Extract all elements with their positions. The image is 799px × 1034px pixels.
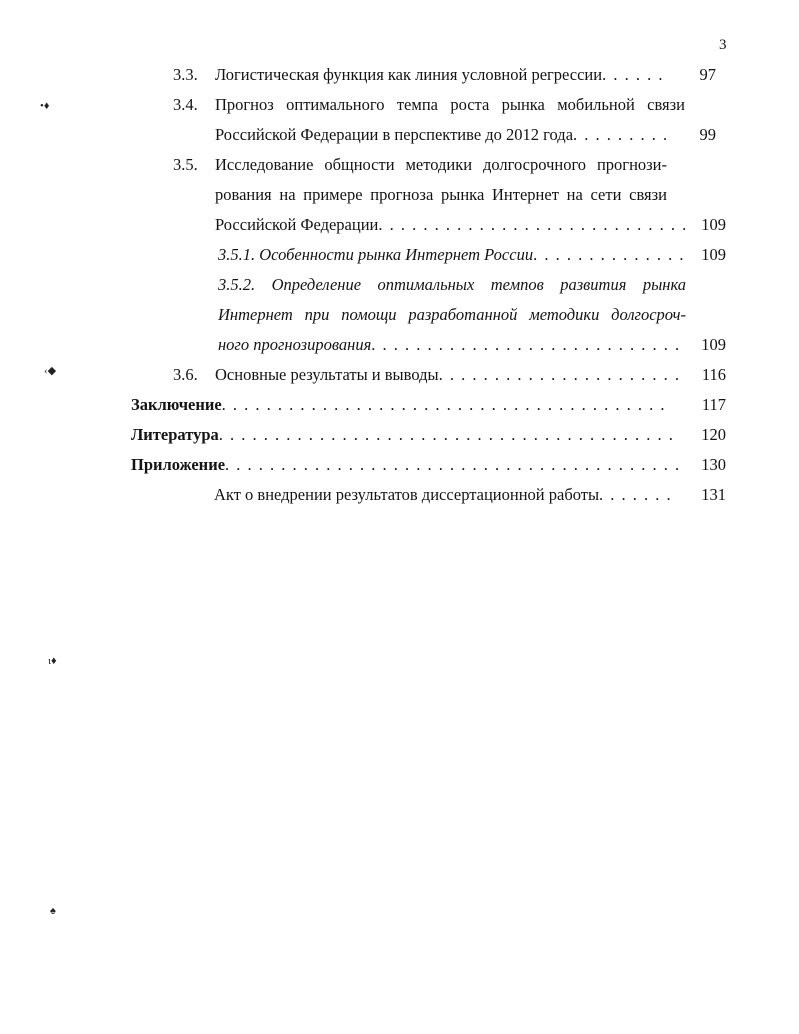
toc-entry-title-cont: Интернет при помощи разработанной методики долгосроч- bbox=[218, 305, 686, 324]
toc-entry-title-cont: ного прогнозирования bbox=[218, 335, 372, 354]
toc-entry-title-cont: Российской Федерации bbox=[215, 215, 379, 234]
toc-entry-title: Приложение bbox=[131, 455, 226, 474]
leader-dots bbox=[371, 330, 687, 360]
toc-entry-page: 131 bbox=[701, 485, 726, 504]
toc-entry-3-5-2[interactable] bbox=[0, 270, 799, 300]
toc-entry-number: 3.6. bbox=[173, 365, 198, 384]
toc-entry-page: 109 bbox=[701, 335, 726, 354]
toc-entry-title: Логистическая функция как линия условной регрессии bbox=[215, 65, 603, 84]
leader-dots bbox=[378, 210, 687, 240]
leader-dots bbox=[439, 360, 680, 390]
toc-entry-3-4-cont[interactable] bbox=[0, 120, 799, 150]
leader-dots bbox=[225, 450, 682, 480]
toc-entry-number: 3.3. bbox=[173, 65, 198, 84]
toc-entry-3-6[interactable] bbox=[0, 360, 799, 390]
toc-entry-page: 109 bbox=[701, 245, 726, 264]
toc-entry-3-5[interactable] bbox=[0, 150, 799, 180]
toc-entry-title-cont: Российской Федерации в перспективе до 2012 года bbox=[215, 125, 574, 144]
leader-dots bbox=[219, 420, 679, 450]
toc-entry-3-5-2-cont2[interactable] bbox=[0, 330, 799, 360]
leader-dots bbox=[599, 480, 678, 510]
leader-dots bbox=[533, 240, 687, 270]
toc-entry-number: 3.5. bbox=[173, 155, 198, 174]
toc-entry-3-5-1[interactable] bbox=[0, 240, 799, 270]
toc-entry-references[interactable] bbox=[0, 420, 799, 450]
toc-entry-title: 3.5.1. Особенности рынка Интернет России bbox=[218, 245, 534, 264]
toc-entry-title: 3.5.2. Определение оптимальных темпов развития рынка bbox=[218, 275, 686, 294]
toc-entry-page: 109 bbox=[701, 215, 726, 234]
scan-mark: ♠ bbox=[50, 905, 56, 917]
toc-entry-page: 99 bbox=[699, 125, 716, 144]
toc-entry-3-3[interactable] bbox=[0, 60, 799, 90]
toc-entry-number: 3.4. bbox=[173, 95, 198, 114]
toc-entry-3-5-cont bbox=[0, 180, 799, 210]
toc-entry-title: Акт о внедрении результатов диссертационной работы bbox=[214, 485, 600, 504]
toc-entry-title: Заключение bbox=[131, 395, 222, 414]
leader-dots bbox=[222, 390, 671, 420]
scan-mark: ι♦ bbox=[48, 655, 57, 667]
toc-entry-title: Исследование общности методики долгосрочного прогнози- bbox=[215, 155, 667, 174]
toc-entry-page: 116 bbox=[701, 365, 726, 384]
scan-mark: ‹◆ bbox=[44, 365, 57, 377]
toc-entry-conclusion[interactable] bbox=[0, 390, 799, 420]
page-number: 3 bbox=[719, 37, 727, 53]
leader-dots bbox=[573, 120, 675, 150]
toc-entry-appendix[interactable] bbox=[0, 450, 799, 480]
toc-entry-title-cont: рования на примере прогноза рынка Интернет на сети связи bbox=[215, 185, 667, 204]
toc-entry-page: 97 bbox=[699, 65, 716, 84]
toc-entry-3-5-2-cont bbox=[0, 300, 799, 330]
scan-mark: •♦ bbox=[40, 100, 50, 112]
toc-entry-act[interactable] bbox=[0, 480, 799, 510]
toc-entry-title: Основные результаты и выводы bbox=[215, 365, 439, 384]
toc-entry-page: 117 bbox=[701, 395, 726, 414]
toc-entry-page: 120 bbox=[701, 425, 726, 444]
leader-dots bbox=[602, 60, 667, 90]
toc-entry-3-5-cont2[interactable] bbox=[0, 210, 799, 240]
toc-entry-title: Прогноз оптимального темпа роста рынка мобильной связи bbox=[215, 95, 685, 114]
toc-entry-page: 130 bbox=[701, 455, 726, 474]
toc-entry-3-4[interactable] bbox=[0, 90, 799, 120]
toc-entry-title: Литература bbox=[131, 425, 219, 444]
